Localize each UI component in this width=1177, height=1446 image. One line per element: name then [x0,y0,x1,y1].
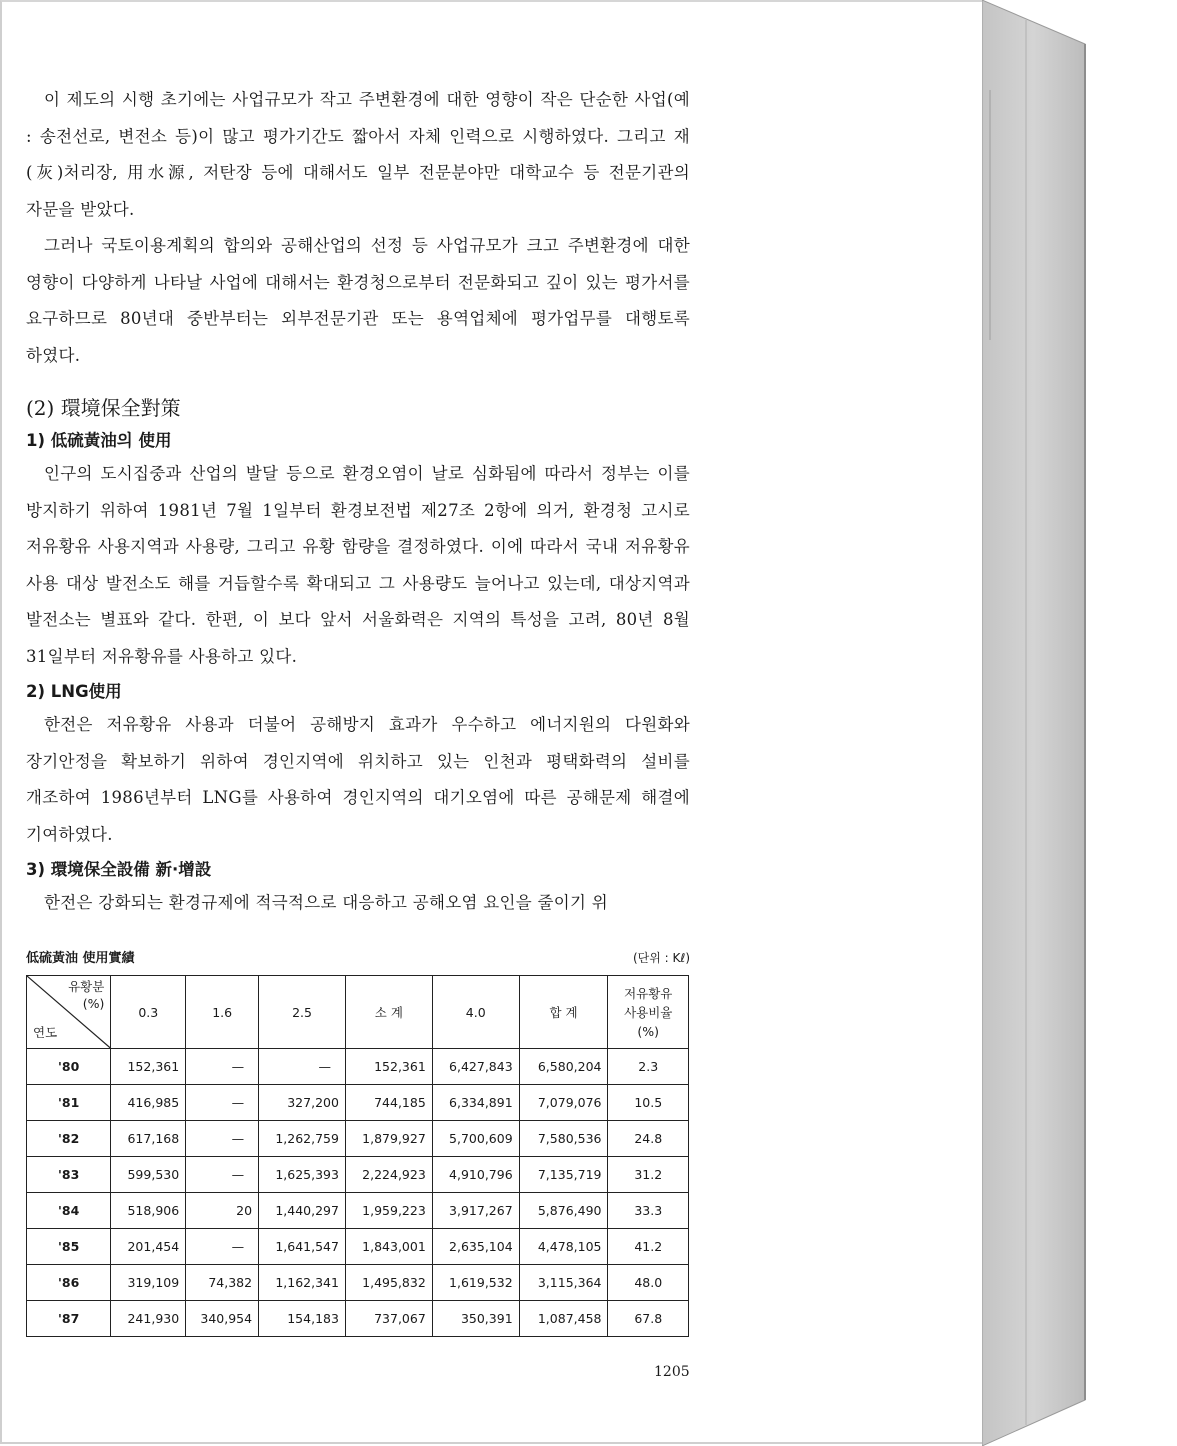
cell-year: '81 [27,1085,111,1121]
section-title: (2) 環境保全對策 [26,396,181,420]
cell-ratio: 41.2 [608,1229,689,1265]
cell-subtotal: 737,067 [345,1301,432,1337]
cell-4-0: 350,391 [432,1301,519,1337]
cell-2-5: 1,440,297 [259,1193,346,1229]
table-row [27,1157,689,1193]
table-body [27,1049,689,1337]
book-edge [982,0,1177,1446]
table-row [27,1085,689,1121]
cell-ratio: 48.0 [608,1265,689,1301]
table-row [27,1265,689,1301]
cell-year: '87 [27,1301,111,1337]
cell-year: '85 [27,1229,111,1265]
cell-0-3: 201,454 [111,1229,186,1265]
cell-year: '84 [27,1193,111,1229]
low-sulfur-oil-table [26,975,689,1337]
col-header-total: 합 계 [519,976,608,1049]
cell-0-3: 152,361 [111,1049,186,1085]
cell-subtotal: 1,879,927 [345,1121,432,1157]
ratio-header-line-1: 저유황유 [624,985,673,1001]
col-header-subtotal: 소 계 [345,976,432,1049]
cell-ratio: 24.8 [608,1121,689,1157]
cell-year: '83 [27,1157,111,1193]
cell-1-6: — [186,1049,259,1085]
table-row [27,1049,689,1085]
cell-total: 4,478,105 [519,1229,608,1265]
col-header-4-0: 4.0 [432,976,519,1049]
cell-1-6: — [186,1229,259,1265]
cell-subtotal: 1,959,223 [345,1193,432,1229]
cell-ratio: 67.8 [608,1301,689,1337]
table-row [27,1193,689,1229]
cell-total: 3,115,364 [519,1265,608,1301]
table-row [27,1229,689,1265]
corner-top-label [68,978,104,1012]
cell-total: 1,087,458 [519,1301,608,1337]
table-row [27,1301,689,1337]
cell-4-0: 6,334,891 [432,1085,519,1121]
cell-year: '80 [27,1049,111,1085]
cell-4-0: 4,910,796 [432,1157,519,1193]
cell-2-5: 1,625,393 [259,1157,346,1193]
col-header-0-3: 0.3 [111,976,186,1049]
corner-bottom-label: 연도 [33,1025,58,1040]
cell-subtotal: 744,185 [345,1085,432,1121]
cell-year: '86 [27,1265,111,1301]
cell-1-6: 74,382 [186,1265,259,1301]
ratio-header-line-2: 사용비율 [624,1004,673,1020]
corner-label-sulfur: 유황분 [68,979,105,994]
cell-0-3: 319,109 [111,1265,186,1301]
cell-0-3: 518,906 [111,1193,186,1229]
corner-label-percent: (%) [82,996,105,1011]
paragraph-intro-1: 이 제도의 시행 초기에는 사업규모가 작고 주변환경에 대한 영향이 작은 단순한 사업(예 : 송전선로, 변전소 등)이 많고 평가기간도 짧아서 자체 인력으로 시행하였다. 그리고 재(灰)처리장, 用水源, 저탄장 등에 대해서도 일부 전문분야만 대학교수 등 전문기관의 자문을 받았다. [26,90,690,219]
ratio-header-line-3: (%) [637,1023,660,1039]
cell-0-3: 416,985 [111,1085,186,1121]
cell-4-0: 3,917,267 [432,1193,519,1229]
cell-0-3: 617,168 [111,1121,186,1157]
cell-1-6: — [186,1157,259,1193]
cell-total: 7,135,719 [519,1157,608,1193]
col-header-1-6: 1.6 [186,976,259,1049]
cell-1-6: 340,954 [186,1301,259,1337]
cell-total: 7,079,076 [519,1085,608,1121]
table-caption [26,947,690,966]
cell-ratio: 33.3 [608,1193,689,1229]
table-unit: (단위 : Kℓ) [632,951,690,965]
page-number: 1205 [654,1364,690,1380]
cell-total: 7,580,536 [519,1121,608,1157]
cell-4-0: 2,635,104 [432,1229,519,1265]
cell-4-0: 1,619,532 [432,1265,519,1301]
cell-subtotal: 152,361 [345,1049,432,1085]
cell-subtotal: 1,495,832 [345,1265,432,1301]
cell-year: '82 [27,1121,111,1157]
cell-subtotal: 2,224,923 [345,1157,432,1193]
subsection-text-3: 한전은 강화되는 환경규제에 적극적으로 대응하고 공해오염 요인을 줄이기 위 [44,893,609,912]
subsection-heading-3: 3) 環境保全設備 新·增設 [26,860,212,879]
cell-4-0: 5,700,609 [432,1121,519,1157]
cell-2-5: 1,262,759 [259,1121,346,1157]
cell-ratio: 10.5 [608,1085,689,1121]
table-row [27,1121,689,1157]
cell-1-6: — [186,1121,259,1157]
table-corner-header [27,976,111,1049]
cell-4-0: 6,427,843 [432,1049,519,1085]
cell-1-6: — [186,1085,259,1121]
cell-2-5: 1,162,341 [259,1265,346,1301]
cell-2-5: — [259,1049,346,1085]
cell-0-3: 241,930 [111,1301,186,1337]
subsection-text-1: 인구의 도시집중과 산업의 발달 등으로 환경오염이 날로 심화됨에 따라서 정부는 이를 방지하기 위하여 1981년 7월 1일부터 환경보전법 제27조 2항에 의거, 환경청 고시로 저유황유 사용지역과 사용량, 그리고 유황 함량을 결정하였다. 이에 따라서 국내 저유황유 사용 대상 발전소도 해를 거듭할수록 확대되고 그 사용량도 늘어나고 있는데, 대상지역과 발전소는 별표와 같다. 한편, 이 보다 앞서 서울화력은 지역의 특성을 고려, 80년 8월 31일부터 저유황유를 사용하고 있다. [26,464,690,666]
cell-total: 6,580,204 [519,1049,608,1085]
cell-ratio: 2.3 [608,1049,689,1085]
cell-1-6: 20 [186,1193,259,1229]
col-header-ratio [608,976,689,1049]
cell-subtotal: 1,843,001 [345,1229,432,1265]
cell-total: 5,876,490 [519,1193,608,1229]
col-header-2-5: 2.5 [259,976,346,1049]
subsection-heading-1: 1) 低硫黃油의 使用 [26,431,172,450]
cell-2-5: 1,641,547 [259,1229,346,1265]
body-text [26,82,690,922]
paragraph-intro-2: 그러나 국토이용계획의 합의와 공해산업의 선정 등 사업규모가 크고 주변환경에 대한 영향이 다양하게 나타날 사업에 대해서는 환경청으로부터 전문화되고 깊이 있는 평가서를 요구하므로 80년대 중반부터는 외부전문기관 또는 용역업체에 평가업무를 대행토록 하였다. [26,236,690,365]
cell-2-5: 327,200 [259,1085,346,1121]
table-title: 低硫黃油 使用實績 [26,951,135,966]
cell-ratio: 31.2 [608,1157,689,1193]
cell-0-3: 599,530 [111,1157,186,1193]
subsection-text-2: 한전은 저유황유 사용과 더불어 공해방지 효과가 우수하고 에너지원의 다원화와 장기안정을 확보하기 위하여 경인지역에 위치하고 있는 인천과 평택화력의 설비를 개조하여 1986년부터 LNG를 사용하여 경인지역의 대기오염에 따른 공해문제 해결에 기여하였다. [26,715,690,844]
table-header-row [27,976,689,1049]
cell-2-5: 154,183 [259,1301,346,1337]
subsection-heading-2: 2) LNG使用 [26,682,122,701]
